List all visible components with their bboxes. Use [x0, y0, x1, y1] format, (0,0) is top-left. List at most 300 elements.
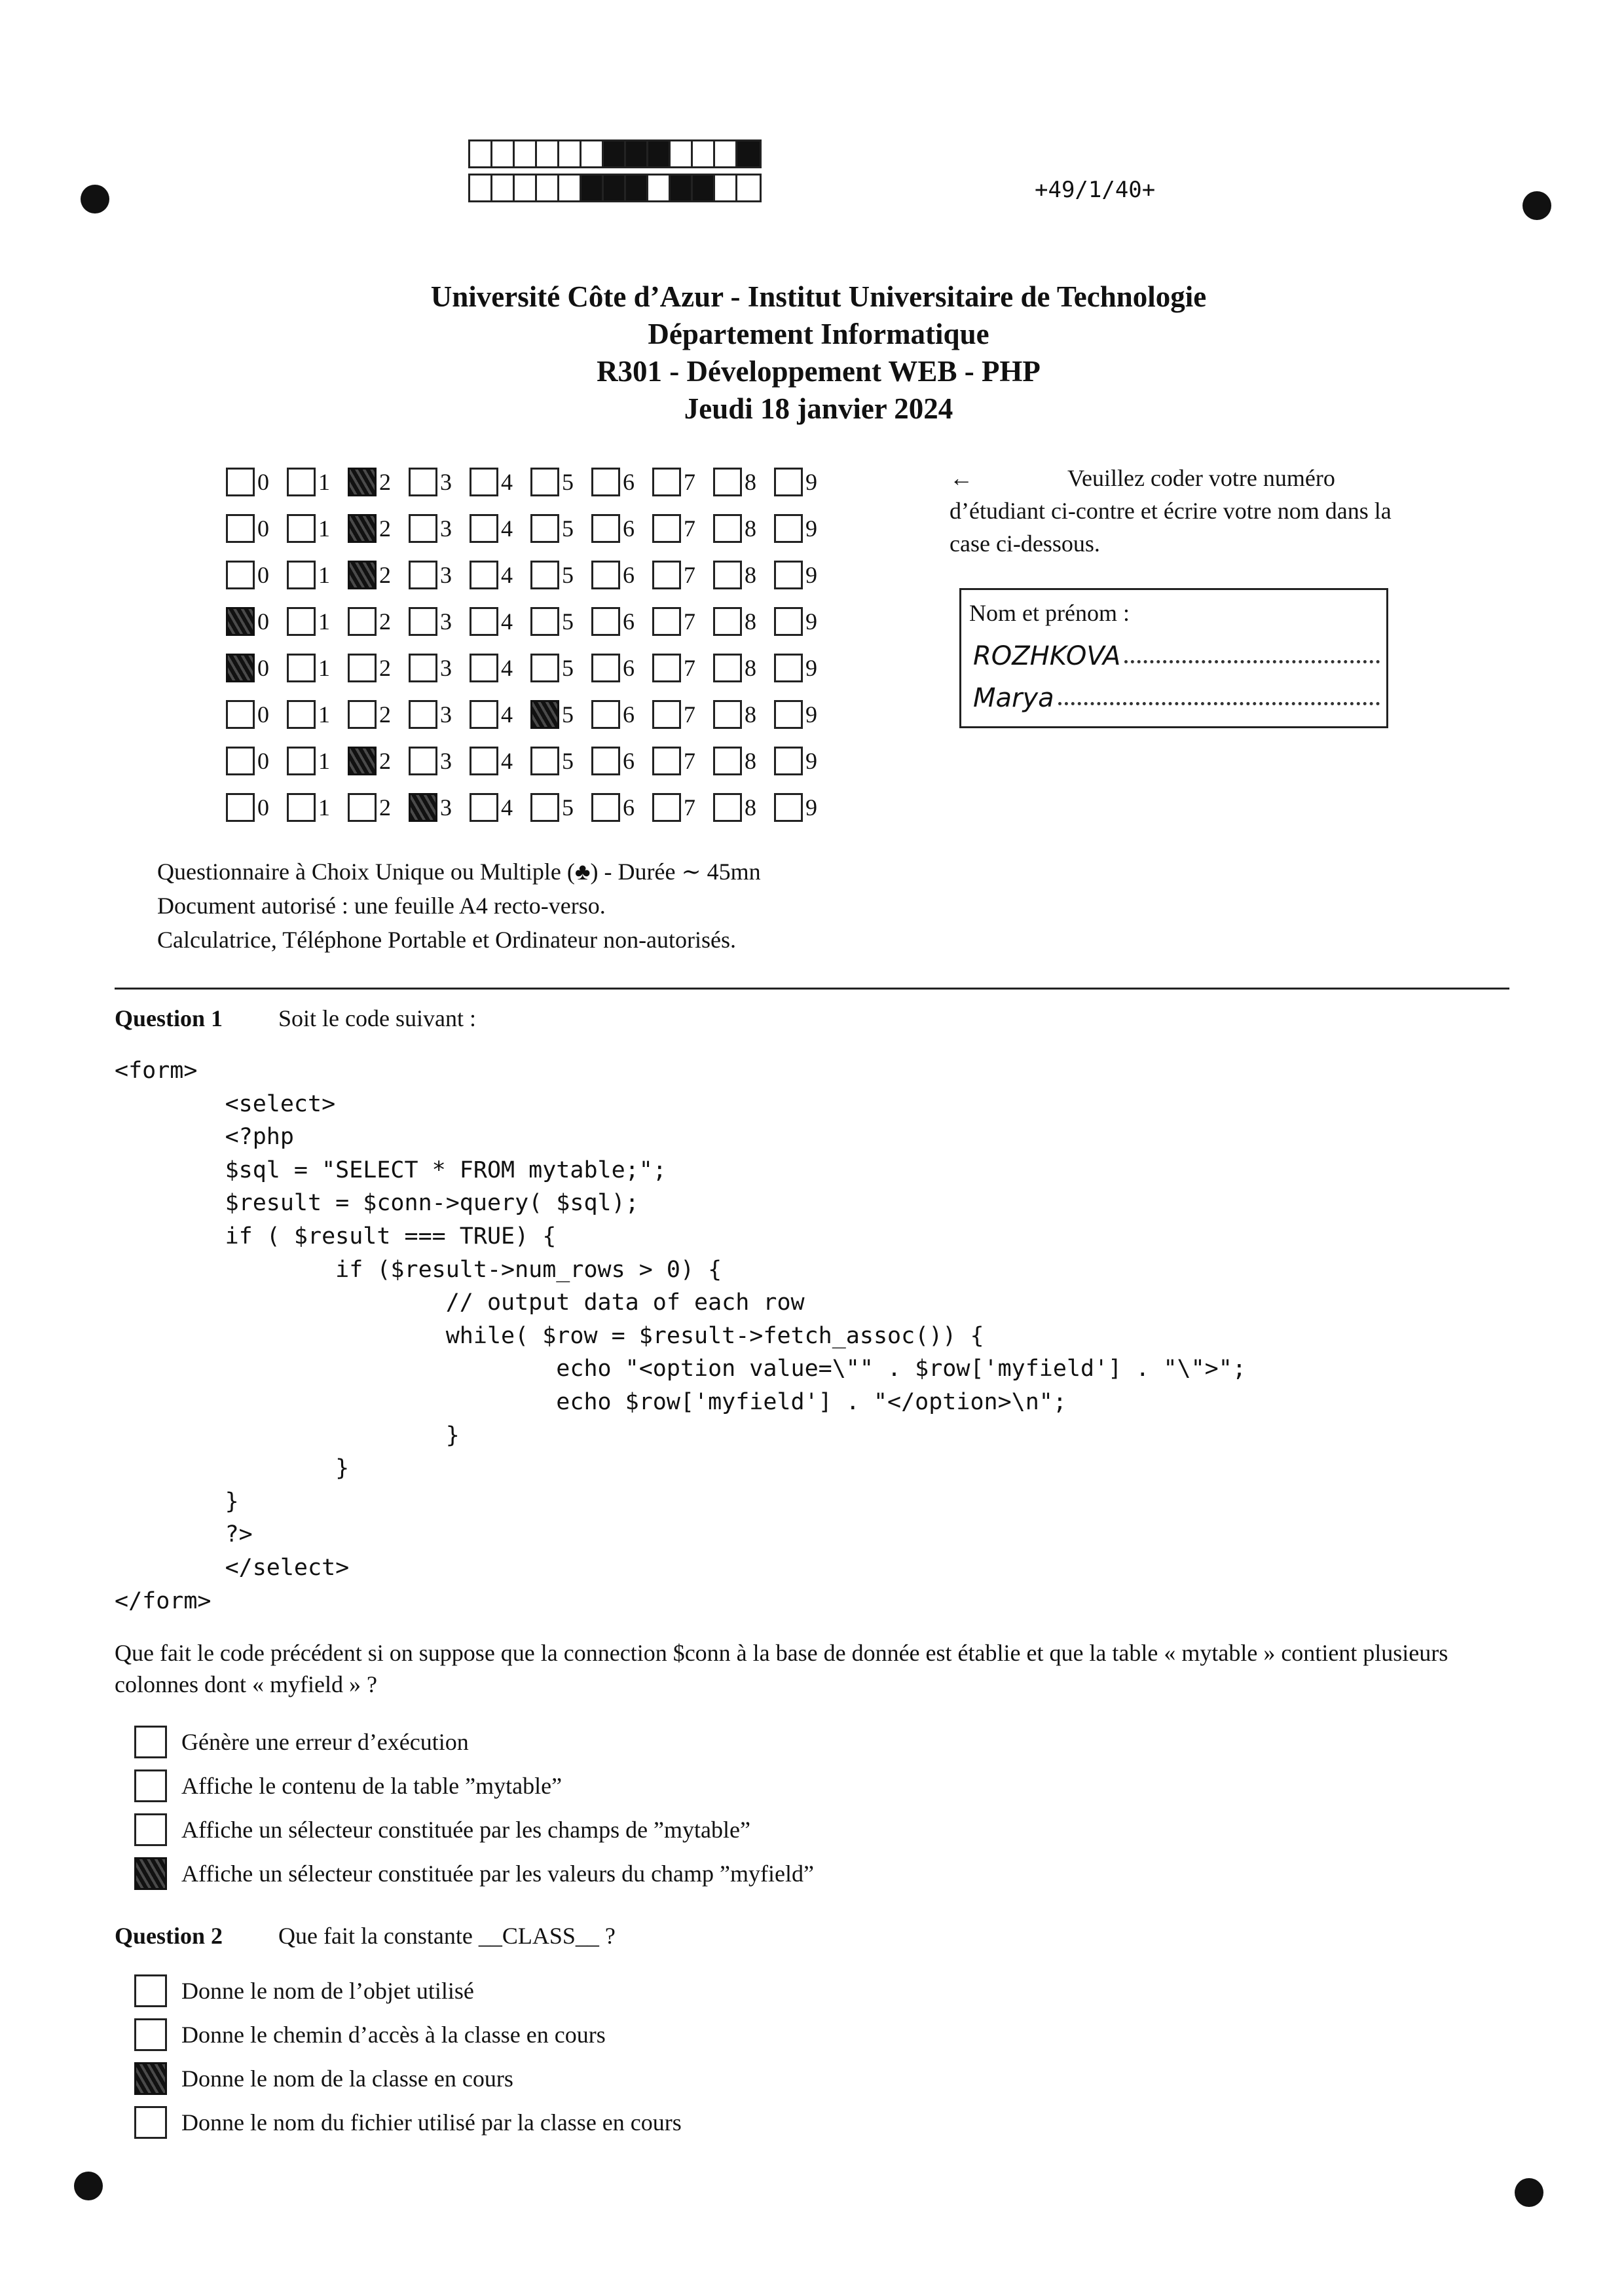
digit-label: 5	[562, 515, 574, 542]
digit-cell	[287, 607, 348, 636]
digit-cell	[470, 561, 530, 589]
digit-cell	[774, 468, 835, 496]
digit-label: 9	[805, 515, 817, 542]
question-label: Question 1	[115, 1005, 223, 1031]
divider	[115, 988, 1509, 990]
digit-checkbox[interactable]	[652, 514, 681, 543]
digit-cell	[226, 793, 287, 822]
digit-checkbox[interactable]	[470, 468, 498, 496]
answer-checkbox[interactable]	[134, 1769, 167, 1802]
digit-checkbox[interactable]	[652, 700, 681, 729]
digit-cell	[652, 561, 713, 589]
digit-cell	[774, 561, 835, 589]
digit-label: 5	[562, 701, 574, 728]
digit-cell	[226, 561, 287, 589]
digit-label: 8	[745, 701, 756, 728]
digit-cell	[287, 793, 348, 822]
digit-cell	[348, 561, 409, 589]
digit-cell	[287, 654, 348, 682]
first-name-line[interactable]	[969, 671, 1380, 713]
last-name-line[interactable]	[969, 629, 1380, 671]
digit-checkbox[interactable]	[591, 561, 620, 589]
digit-label: 5	[562, 608, 574, 635]
digit-checkbox[interactable]	[226, 793, 255, 822]
digit-cell	[409, 793, 470, 822]
digit-checkbox[interactable]	[287, 468, 316, 496]
digit-checkbox[interactable]	[591, 700, 620, 729]
digit-label: 2	[379, 468, 391, 495]
digit-cell	[713, 747, 774, 775]
digit-label: 5	[562, 468, 574, 495]
digit-checkbox[interactable]	[530, 514, 559, 543]
answer-label: Donne le chemin d’accès à la classe en cours	[181, 2021, 606, 2048]
barcode-cell	[648, 176, 671, 200]
answer-checkbox[interactable]	[134, 1857, 167, 1890]
digit-checkbox[interactable]	[287, 607, 316, 636]
digit-cell	[348, 700, 409, 729]
digit-label: 8	[745, 468, 756, 495]
barcode-row	[468, 174, 762, 202]
digit-cell	[470, 607, 530, 636]
digit-label: 1	[318, 747, 330, 774]
digit-checkbox[interactable]	[713, 700, 742, 729]
digit-cell	[226, 700, 287, 729]
digit-cell	[774, 654, 835, 682]
student-id-row	[226, 784, 835, 830]
digit-checkbox[interactable]	[287, 561, 316, 589]
digit-checkbox[interactable]	[409, 561, 437, 589]
digit-label: 6	[623, 654, 635, 681]
university-title: Université Côte d’Azur - Institut Universitaire de Technologie	[430, 280, 1207, 313]
digit-checkbox[interactable]	[591, 654, 620, 682]
digit-label: 5	[562, 794, 574, 821]
digit-label: 1	[318, 515, 330, 542]
digit-checkbox[interactable]	[348, 700, 377, 729]
digit-cell	[409, 654, 470, 682]
registration-mark-bottom-left	[74, 2172, 103, 2200]
digit-cell	[591, 607, 652, 636]
digit-checkbox[interactable]	[287, 793, 316, 822]
digit-cell	[287, 561, 348, 589]
digit-cell	[287, 468, 348, 496]
answer-checkbox[interactable]	[134, 1974, 167, 2007]
answer-option[interactable]	[134, 1851, 814, 1895]
digit-label: 4	[501, 515, 513, 542]
digit-cell	[774, 793, 835, 822]
answer-option[interactable]	[134, 1807, 814, 1851]
question-1-options	[134, 1720, 814, 1895]
digit-checkbox[interactable]	[287, 700, 316, 729]
digit-label: 8	[745, 515, 756, 542]
digit-cell	[226, 654, 287, 682]
digit-checkbox[interactable]	[409, 793, 437, 822]
digit-checkbox[interactable]	[774, 654, 803, 682]
question-prompt: Que fait la constante __CLASS__ ?	[278, 1923, 616, 1949]
digit-label: 9	[805, 654, 817, 681]
department-title: Département Informatique	[648, 318, 989, 350]
digit-cell	[348, 468, 409, 496]
digit-label: 7	[684, 515, 695, 542]
digit-cell	[409, 514, 470, 543]
digit-cell	[348, 607, 409, 636]
answer-option[interactable]	[134, 2100, 682, 2144]
digit-checkbox[interactable]	[409, 607, 437, 636]
digit-cell	[652, 514, 713, 543]
digit-checkbox[interactable]	[774, 793, 803, 822]
digit-label: 6	[623, 561, 635, 588]
digit-checkbox[interactable]	[470, 607, 498, 636]
answer-option[interactable]	[134, 1720, 814, 1764]
answer-checkbox[interactable]	[134, 2018, 167, 2051]
student-id-grid	[226, 458, 835, 830]
digit-checkbox[interactable]	[713, 654, 742, 682]
digit-checkbox[interactable]	[774, 514, 803, 543]
digit-label: 2	[379, 561, 391, 588]
digit-checkbox[interactable]	[591, 514, 620, 543]
answer-checkbox[interactable]	[134, 1726, 167, 1758]
digit-cell	[287, 747, 348, 775]
digit-label: 7	[684, 747, 695, 774]
answer-checkbox[interactable]	[134, 1813, 167, 1846]
digit-label: 0	[257, 794, 269, 821]
barcode-cell	[626, 141, 648, 166]
digit-cell	[348, 747, 409, 775]
code-block: <form> <select> <?php $sql = "SELECT * FROM mytable;"; $result = $conn->query( $sql); if ( $result === TRUE) { if ($result->num_rows > 0) { // output data of each row while( $row = $result->fetch_assoc()) { echo "<option value=\"" . $row['myfield'] . "\">"; echo $row['myfield'] . "</option>\n"; } } } ?> </select> </form>	[115, 1058, 1246, 1614]
digit-label: 8	[745, 654, 756, 681]
digit-checkbox[interactable]	[713, 793, 742, 822]
digit-label: 0	[257, 468, 269, 495]
answer-checkbox[interactable]	[134, 2062, 167, 2095]
digit-cell	[530, 468, 591, 496]
digit-cell	[470, 654, 530, 682]
digit-label: 0	[257, 701, 269, 728]
digit-checkbox[interactable]	[774, 561, 803, 589]
question-label: Question 2	[115, 1923, 223, 1949]
sheet-id: +49/1/40+	[1035, 177, 1156, 203]
answer-label: Affiche le contenu de la table ”mytable”	[181, 1772, 563, 1799]
question-2-options	[134, 1969, 682, 2144]
digit-cell	[470, 747, 530, 775]
answer-option[interactable]	[134, 1764, 814, 1807]
digit-label: 2	[379, 701, 391, 728]
digit-label: 4	[501, 794, 513, 821]
digit-label: 2	[379, 515, 391, 542]
digit-cell	[348, 793, 409, 822]
digit-cell	[348, 654, 409, 682]
barcode-cell	[715, 141, 737, 166]
barcode-cell	[671, 141, 693, 166]
answer-label: Donne le nom du fichier utilisé par la classe en cours	[181, 2109, 682, 2136]
digit-label: 9	[805, 747, 817, 774]
name-label: Nom et prénom :	[969, 600, 1130, 626]
answer-label: Donne le nom de l’objet utilisé	[181, 1977, 474, 2004]
digit-cell	[713, 793, 774, 822]
digit-label: 3	[440, 608, 452, 635]
digit-checkbox[interactable]	[530, 747, 559, 775]
digit-label: 4	[501, 608, 513, 635]
digit-label: 5	[562, 561, 574, 588]
digit-cell	[226, 514, 287, 543]
digit-checkbox[interactable]	[226, 468, 255, 496]
digit-label: 3	[440, 561, 452, 588]
answer-label: Génère une erreur d’exécution	[181, 1728, 469, 1755]
digit-label: 0	[257, 608, 269, 635]
digit-checkbox[interactable]	[774, 747, 803, 775]
digit-checkbox[interactable]	[713, 561, 742, 589]
barcode-cell	[693, 176, 715, 200]
exam-format: Questionnaire à Choix Unique ou Multiple (♣) - Durée ∼ 45mn	[157, 859, 761, 885]
left-arrow-icon: ←	[950, 465, 973, 491]
digit-label: 9	[805, 468, 817, 495]
student-id-row	[226, 644, 835, 691]
digit-label: 1	[318, 654, 330, 681]
digit-label: 5	[562, 654, 574, 681]
digit-checkbox[interactable]	[409, 468, 437, 496]
digit-cell	[530, 793, 591, 822]
barcode-cell	[515, 141, 537, 166]
allowed-documents: Document autorisé : une feuille A4 recto-verso.	[157, 893, 606, 919]
digit-checkbox[interactable]	[226, 607, 255, 636]
digit-checkbox[interactable]	[226, 514, 255, 543]
barcode-cell	[626, 176, 648, 200]
answer-checkbox[interactable]	[134, 2106, 167, 2139]
digit-checkbox[interactable]	[591, 607, 620, 636]
digit-label: 2	[379, 747, 391, 774]
digit-checkbox[interactable]	[287, 747, 316, 775]
question-prompt: Soit le code suivant :	[278, 1005, 476, 1031]
digit-checkbox[interactable]	[470, 747, 498, 775]
digit-checkbox[interactable]	[774, 468, 803, 496]
digit-checkbox[interactable]	[774, 607, 803, 636]
digit-checkbox[interactable]	[287, 514, 316, 543]
digit-label: 1	[318, 561, 330, 588]
digit-cell	[713, 700, 774, 729]
first-name-value: Marya	[973, 683, 1054, 713]
digit-checkbox[interactable]	[409, 654, 437, 682]
digit-checkbox[interactable]	[652, 468, 681, 496]
digit-label: 9	[805, 794, 817, 821]
digit-checkbox[interactable]	[530, 654, 559, 682]
id-instructions	[950, 462, 1401, 560]
digit-label: 6	[623, 701, 635, 728]
digit-label: 3	[440, 515, 452, 542]
digit-label: 4	[501, 468, 513, 495]
digit-label: 9	[805, 608, 817, 635]
digit-cell	[652, 747, 713, 775]
digit-cell	[530, 654, 591, 682]
digit-label: 1	[318, 794, 330, 821]
digit-checkbox[interactable]	[348, 654, 377, 682]
student-id-row	[226, 598, 835, 644]
digit-cell	[591, 700, 652, 729]
digit-cell	[652, 700, 713, 729]
digit-cell	[409, 747, 470, 775]
digit-checkbox[interactable]	[713, 514, 742, 543]
digit-label: 4	[501, 654, 513, 681]
digit-cell	[530, 607, 591, 636]
student-id-row	[226, 691, 835, 737]
digit-label: 8	[745, 794, 756, 821]
digit-label: 4	[501, 561, 513, 588]
digit-label: 7	[684, 701, 695, 728]
digit-cell	[287, 514, 348, 543]
student-id-row	[226, 737, 835, 784]
digit-cell	[226, 607, 287, 636]
digit-checkbox[interactable]	[470, 700, 498, 729]
digit-cell	[470, 793, 530, 822]
digit-cell	[652, 607, 713, 636]
barcode-row	[468, 139, 762, 168]
digit-label: 2	[379, 608, 391, 635]
digit-checkbox[interactable]	[470, 561, 498, 589]
digit-checkbox[interactable]	[713, 607, 742, 636]
digit-checkbox[interactable]	[226, 561, 255, 589]
digit-cell	[713, 607, 774, 636]
last-name-value: ROZHKOVA	[973, 641, 1121, 671]
digit-label: 7	[684, 654, 695, 681]
digit-cell	[591, 514, 652, 543]
instructions-text: Veuillez coder votre numéro d’étudiant ci-contre et écrire votre nom dans la case ci-dessous.	[950, 465, 1392, 557]
student-id-row	[226, 458, 835, 505]
digit-checkbox[interactable]	[287, 654, 316, 682]
digit-label: 3	[440, 654, 452, 681]
digit-cell	[470, 468, 530, 496]
digit-checkbox[interactable]	[530, 607, 559, 636]
digit-label: 3	[440, 747, 452, 774]
digit-checkbox[interactable]	[348, 793, 377, 822]
digit-checkbox[interactable]	[530, 561, 559, 589]
digit-checkbox[interactable]	[348, 747, 377, 775]
digit-checkbox[interactable]	[652, 607, 681, 636]
digit-checkbox[interactable]	[530, 793, 559, 822]
question-1-heading	[115, 1002, 476, 1035]
name-box[interactable]	[959, 588, 1388, 728]
digit-checkbox[interactable]	[652, 747, 681, 775]
digit-label: 3	[440, 468, 452, 495]
digit-checkbox[interactable]	[470, 793, 498, 822]
exam-info	[157, 855, 761, 957]
dotted-line	[1124, 660, 1380, 663]
digit-checkbox[interactable]	[591, 793, 620, 822]
digit-label: 1	[318, 701, 330, 728]
digit-checkbox[interactable]	[409, 747, 437, 775]
digit-cell	[226, 468, 287, 496]
barcode-cell	[693, 141, 715, 166]
barcode-cell	[537, 176, 559, 200]
digit-cell	[591, 561, 652, 589]
digit-checkbox[interactable]	[713, 468, 742, 496]
barcode-cell	[737, 176, 760, 200]
digit-checkbox[interactable]	[713, 747, 742, 775]
barcode-cell	[470, 176, 492, 200]
digit-checkbox[interactable]	[226, 654, 255, 682]
digit-cell	[774, 607, 835, 636]
digit-label: 0	[257, 561, 269, 588]
digit-checkbox[interactable]	[226, 700, 255, 729]
digit-cell	[591, 747, 652, 775]
course-title: R301 - Développement WEB - PHP	[597, 355, 1041, 388]
digit-label: 6	[623, 515, 635, 542]
digit-label: 7	[684, 561, 695, 588]
digit-cell	[652, 468, 713, 496]
barcode-cell	[492, 176, 515, 200]
barcode-cell	[559, 176, 581, 200]
student-id-row	[226, 551, 835, 598]
barcode-cell	[492, 141, 515, 166]
question-2-heading	[115, 1919, 616, 1952]
answer-label: Affiche un sélecteur constituée par les valeurs du champ ”myfield”	[181, 1860, 814, 1887]
digit-checkbox[interactable]	[470, 654, 498, 682]
digit-label: 4	[501, 701, 513, 728]
digit-checkbox[interactable]	[652, 561, 681, 589]
barcode-cell	[737, 141, 760, 166]
answer-option[interactable]	[134, 1969, 682, 2012]
digit-cell	[530, 700, 591, 729]
digit-checkbox[interactable]	[652, 654, 681, 682]
registration-mark-top-left	[81, 185, 109, 213]
digit-checkbox[interactable]	[348, 514, 377, 543]
digit-label: 7	[684, 608, 695, 635]
digit-label: 2	[379, 654, 391, 681]
digit-label: 0	[257, 747, 269, 774]
digit-cell	[652, 793, 713, 822]
forbidden-devices: Calculatrice, Téléphone Portable et Ordinateur non-autorisés.	[157, 927, 737, 953]
digit-label: 6	[623, 468, 635, 495]
digit-checkbox[interactable]	[348, 561, 377, 589]
digit-cell	[530, 561, 591, 589]
digit-cell	[530, 514, 591, 543]
answer-option[interactable]	[134, 2056, 682, 2100]
student-id-row	[226, 505, 835, 551]
dotted-line	[1058, 702, 1380, 705]
answer-label: Donne le nom de la classe en cours	[181, 2065, 513, 2092]
digit-checkbox[interactable]	[470, 514, 498, 543]
digit-checkbox[interactable]	[591, 747, 620, 775]
digit-cell	[348, 514, 409, 543]
barcode-cell	[648, 141, 671, 166]
digit-label: 3	[440, 794, 452, 821]
digit-label: 7	[684, 794, 695, 821]
barcode-cell	[581, 176, 604, 200]
barcode-cell	[515, 176, 537, 200]
digit-cell	[591, 793, 652, 822]
digit-cell	[287, 700, 348, 729]
barcode-cell	[470, 141, 492, 166]
digit-cell	[530, 747, 591, 775]
exam-header	[196, 278, 1441, 428]
digit-checkbox[interactable]	[409, 700, 437, 729]
digit-cell	[713, 468, 774, 496]
digit-checkbox[interactable]	[652, 793, 681, 822]
digit-cell	[774, 747, 835, 775]
digit-checkbox[interactable]	[530, 468, 559, 496]
digit-checkbox[interactable]	[348, 607, 377, 636]
digit-cell	[713, 654, 774, 682]
digit-label: 6	[623, 794, 635, 821]
digit-cell	[226, 747, 287, 775]
question-1-text: Que fait le code précédent si on suppose que la connection $conn à la base de donnée est établie et que la table « mytable » contient plusieurs colonnes dont « myfield » ?	[115, 1640, 1449, 1697]
barcode-cell	[604, 141, 626, 166]
digit-checkbox[interactable]	[348, 468, 377, 496]
digit-label: 9	[805, 701, 817, 728]
answer-option[interactable]	[134, 2012, 682, 2056]
digit-checkbox[interactable]	[226, 747, 255, 775]
digit-checkbox[interactable]	[591, 468, 620, 496]
digit-checkbox[interactable]	[774, 700, 803, 729]
digit-checkbox[interactable]	[530, 700, 559, 729]
digit-checkbox[interactable]	[409, 514, 437, 543]
barcode-cell	[604, 176, 626, 200]
